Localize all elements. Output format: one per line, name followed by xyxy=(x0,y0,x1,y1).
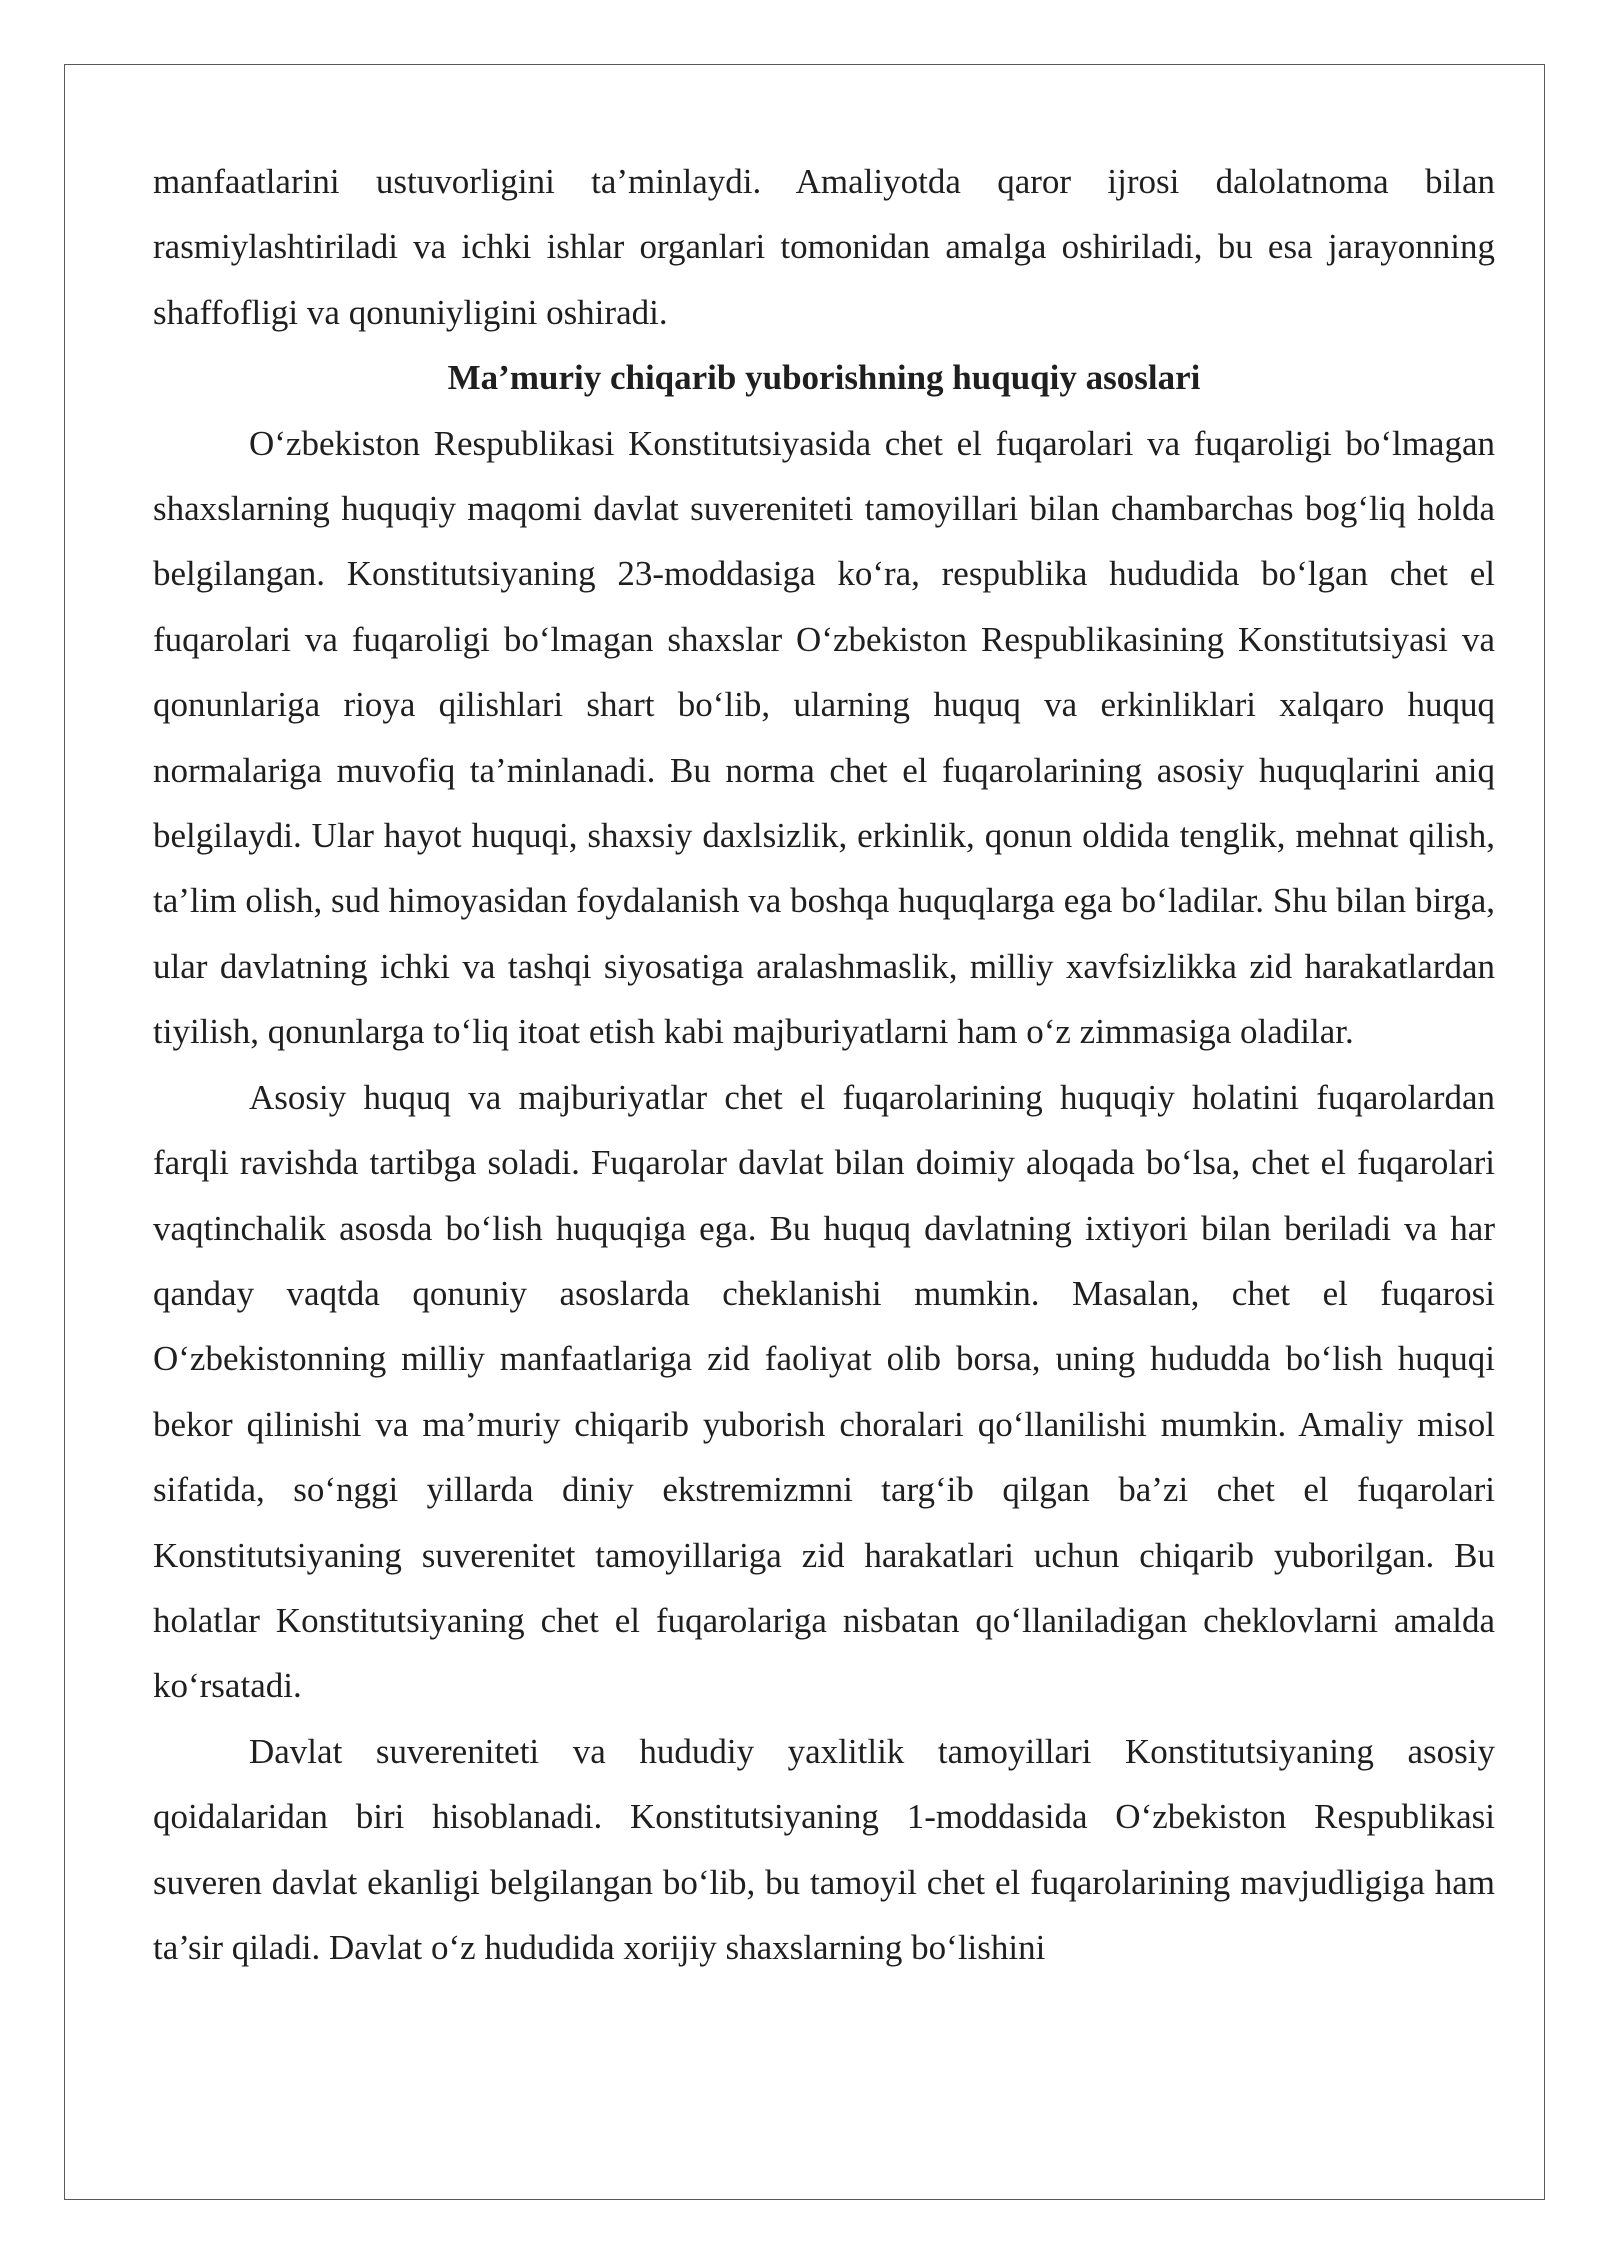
continued-paragraph: manfaatlarini ustuvorligini ta’minlaydi. Amaliyotda qaror ijrosi dalolatnoma bilan rasmiylashtiriladi va ichki ishlar organlari tomonidan amalga oshiriladi, bu esa jarayonning shaffofligi va qonuniyligini oshiradi. xyxy=(153,162,1495,332)
paragraph-rights-obligations: Asosiy huquq va majburiyatlar chet el fuqarolarining huquqiy holatini fuqarolardan farqli ravishda tartibga soladi. Fuqarolar davlat bilan doimiy aloqada bo‘lsa, chet el fuqarolari vaqtinchalik asosda bo‘lish huquqiga ega. Bu huquq davlatning ixtiyori bilan beriladi va har qanday vaqtda qonuniy asoslarda cheklanishi mumkin. Masalan, chet el fuqarosi O‘zbekistonning milliy manfaatlariga zid faoliyat olib borsa, uning hududda bo‘lish huquqi bekor qilinishi va ma’muriy chiqarib yuborish choralari qo‘llanilishi mumkin. Amaliy misol sifatida, so‘nggi yillarda diniy ekstremizmni targ‘ib qilgan ba’zi chet el fuqarolari Konstitutsiyaning suverenitet tamoyillariga zid harakatlari uchun chiqarib yuborilgan. Bu holatlar Konstitutsiyaning chet el fuqarolariga nisbatan qo‘llaniladigan cheklovlarni amalda ko‘rsatadi. xyxy=(153,1077,1495,1706)
paragraph-sovereignty: Davlat suvereniteti va hududiy yaxlitlik tamoyillari Konstitutsiyaning asosiy qoidalaridan biri hisoblanadi. Konstitutsiyaning 1-moddasida O‘zbekiston Respublikasi suveren davlat ekanligi belgilangan bo‘lib, bu tamoyil chet el fuqarolarining mavjudligiga ham ta’sir qiladi. Davlat o‘z hududida xorijiy shaxslarning bo‘lishini xyxy=(153,1731,1495,1967)
document-body xyxy=(153,149,1495,1980)
paragraph-constitution-status: O‘zbekiston Respublikasi Konstitutsiyasida chet el fuqarolari va fuqaroligi bo‘lmagan shaxslarning huquqiy maqomi davlat suvereniteti tamoyillari bilan chambarchas bog‘liq holda belgilangan. Konstitutsiyaning 23-moddasiga ko‘ra, respublika hududida bo‘lgan chet el fuqarolari va fuqaroligi bo‘lmagan shaxslar O‘zbekiston Respublikasining Konstitutsiyasi va qonunlariga rioya qilishlari shart bo‘lib, ularning huquq va erkinliklari xalqaro huquq normalariga muvofiq ta’minlanadi. Bu norma chet el fuqarolarining asosiy huquqlarini aniq belgilaydi. Ular hayot huquqi, shaxsiy daxlsizlik, erkinlik, qonun oldida tenglik, mehnat qilish, ta’lim olish, sud himoyasidan foydalanish va boshqa huquqlarga ega bo‘ladilar. Shu bilan birga, ular davlatning ichki va tashqi siyosatiga aralashmaslik, milliy xavfsizlikka zid harakatlardan tiyilish, qonunlarga to‘liq itoat etish kabi majburiyatlarni ham o‘z zimmasiga oladilar. xyxy=(153,423,1495,1052)
section-heading: Ma’muriy chiqarib yuborishning huquqiy asoslari xyxy=(447,358,1201,398)
